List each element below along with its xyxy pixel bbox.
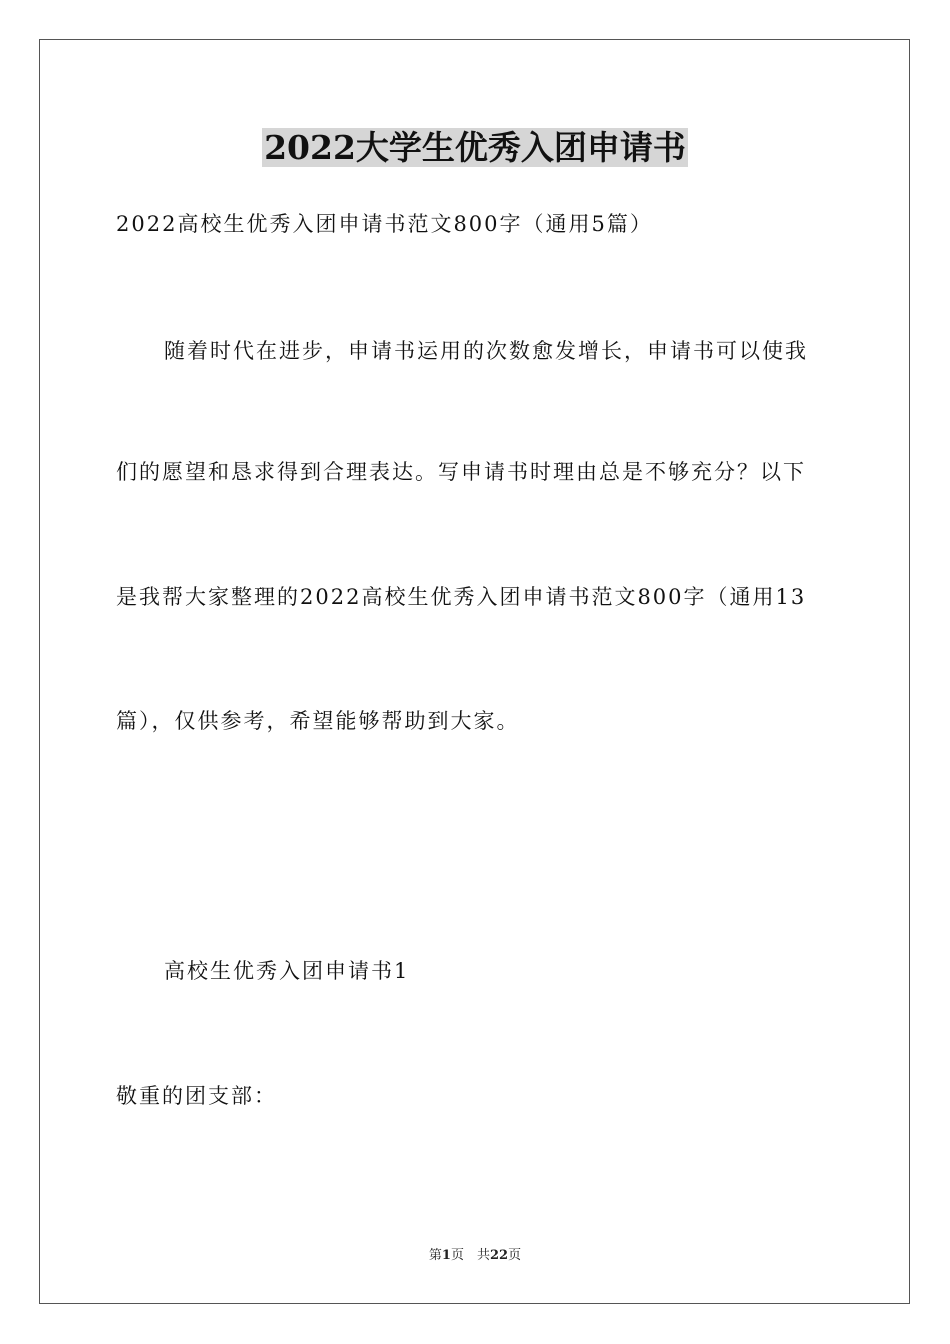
page-footer [0,1246,950,1266]
footer-prefix: 第 [428,1248,442,1263]
salutation: 敬重的团支部： [116,1084,277,1108]
footer-mid: 页 共 [450,1248,490,1263]
document-title-text: 2022大学生优秀入团申请书 [264,128,686,167]
footer-total-pages: 22 [489,1248,509,1263]
document-subtitle: 2022高校生优秀入团申请书范文800字（通用5篇） [116,212,653,236]
intro-line-3: 是我帮大家整理的2022高校生优秀入团申请书范文800字（通用13 [116,585,807,609]
intro-line-1: 随着时代在进步，申请书运用的次数愈发增长，申请书可以使我 [164,339,808,363]
intro-line-4: 篇），仅供参考，希望能够帮助到大家。 [116,709,520,733]
footer-page-number: 1 [441,1248,451,1263]
document-title [0,122,950,174]
section-heading: 高校生优秀入团申请书1 [164,959,410,983]
intro-line-2: 们的愿望和恳求得到合理表达。写申请书时理由总是不够充分？以下 [116,460,806,484]
footer-suffix: 页 [508,1248,522,1263]
